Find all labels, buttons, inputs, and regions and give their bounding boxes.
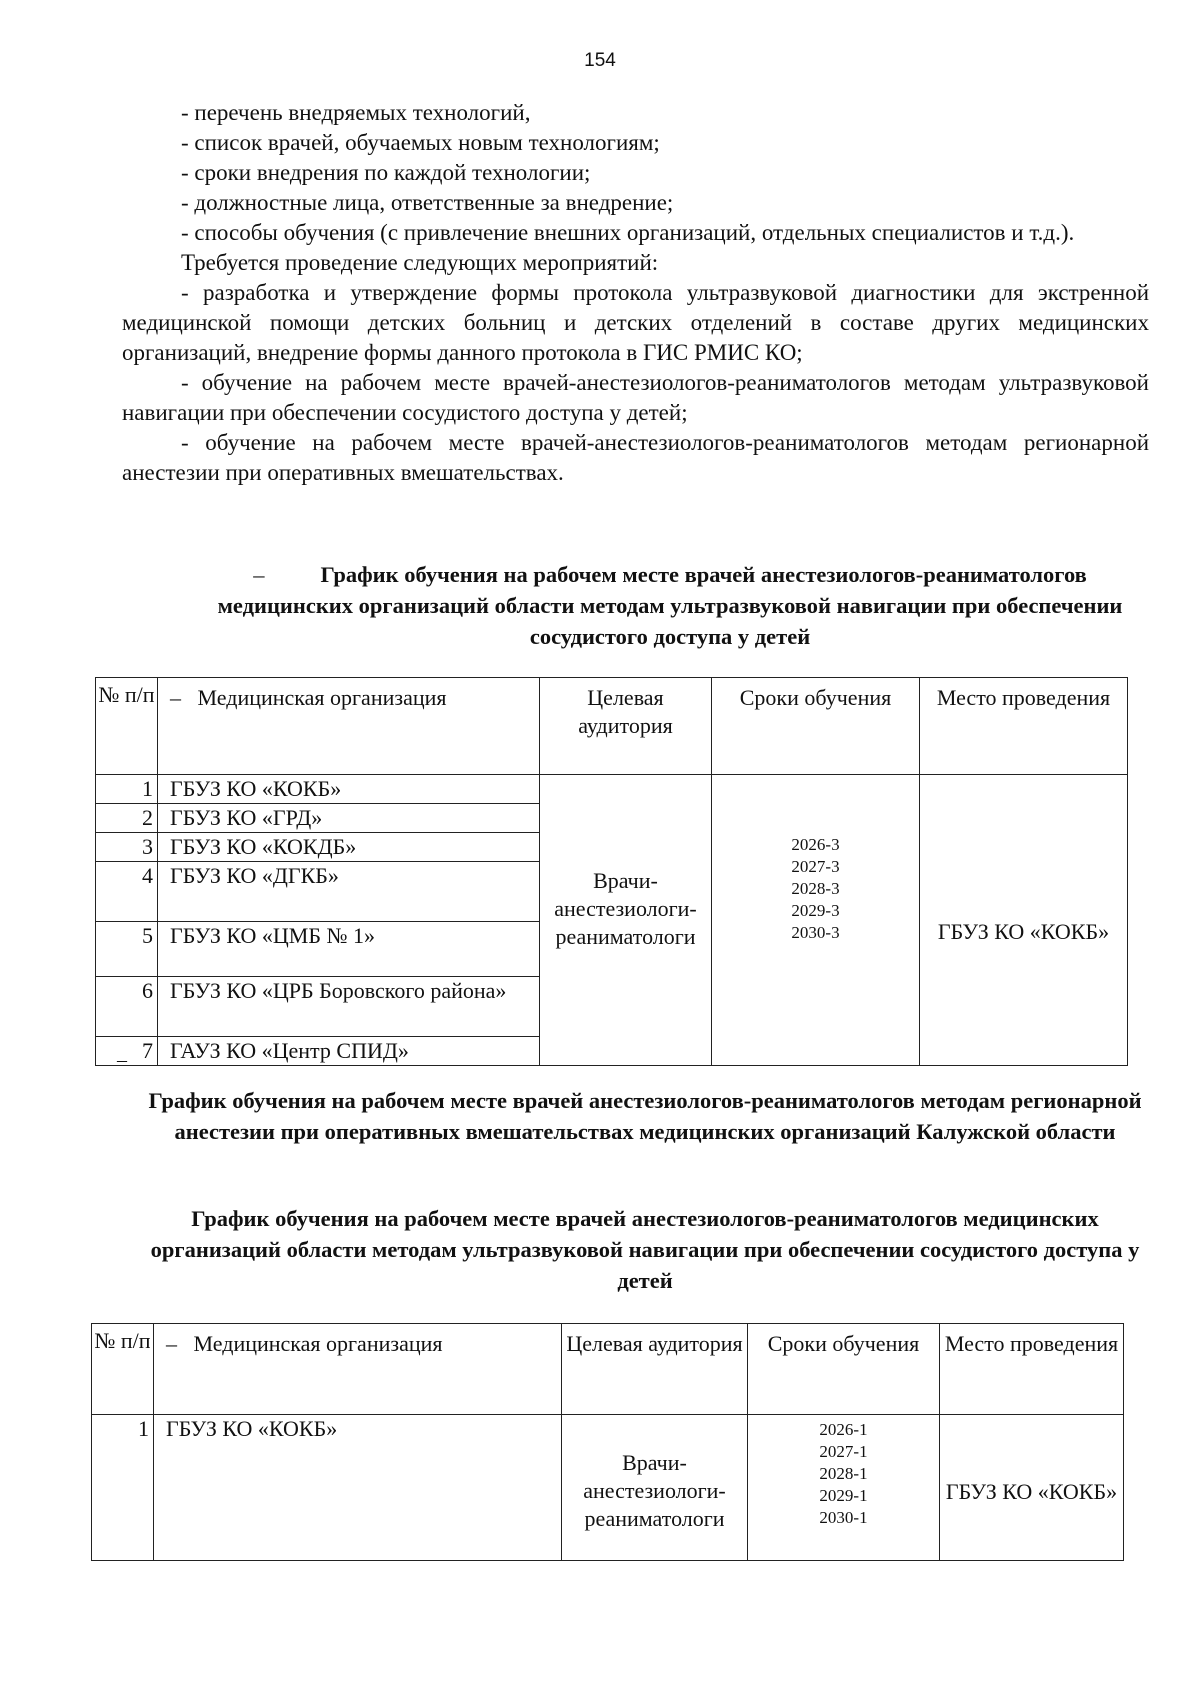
heading-dash: – <box>253 562 265 587</box>
col-header-org <box>158 678 540 775</box>
col-header-period: Сроки обучения <box>712 678 920 775</box>
training-period: 2030-1 <box>819 1508 868 1527</box>
section3-heading: График обучения на рабочем месте врачей анестезиологов-реаниматологов медицинских организаций области методам ультразвуковой навигации при обеспечении сосудистого доступа у детей <box>150 1206 1140 1293</box>
row-organization: ГБУЗ КО «КОКБ» <box>154 1415 562 1561</box>
training-place: ГБУЗ КО «КОКБ» <box>940 1415 1124 1561</box>
row-organization: ГБУЗ КО «КОКДБ» <box>158 833 540 862</box>
col-header-num: № п/п <box>96 678 158 775</box>
training-periods <box>748 1415 940 1561</box>
row-number: 6 <box>96 977 158 1037</box>
col-header-org-text: Медицинская организация <box>193 1331 443 1356</box>
section1-heading <box>195 559 1145 652</box>
col-header-period: Сроки обучения <box>748 1324 940 1415</box>
col-header-place: Место проведения <box>940 1324 1124 1415</box>
training-period: 2029-3 <box>791 901 840 920</box>
training-place: ГБУЗ КО «КОКБ» <box>920 775 1128 1066</box>
training-period: 2026-3 <box>791 835 840 854</box>
intro-bullet: - перечень внедряемых технологий, <box>181 100 531 125</box>
row-organization: ГАУЗ КО «Центр СПИД» <box>158 1037 540 1066</box>
training-period: 2029-1 <box>819 1486 868 1505</box>
page-number: 154 <box>584 50 616 71</box>
section1-heading-text: График обучения на рабочем месте врачей анестезиологов-реаниматологов медицинских организаций области методам ультразвуковой навигации при обеспечении сосудистого доступа у детей <box>217 562 1123 649</box>
training-period: 2027-1 <box>819 1442 868 1461</box>
col-header-org-text: Медицинская организация <box>197 685 447 710</box>
row-organization: ГБУЗ КО «ГРД» <box>158 804 540 833</box>
row-number: 2 <box>96 804 158 833</box>
measure-item: - обучение на рабочем месте врачей-анестезиологов-реаниматологов методам ультразвуковой навигации при обеспечении сосудистого доступа у детей; <box>122 370 1149 425</box>
stray-dash: – <box>117 1049 127 1071</box>
row-organization: ГБУЗ КО «ЦРБ Боровского района» <box>158 977 540 1037</box>
training-period: 2028-1 <box>819 1464 868 1483</box>
training-period: 2026-1 <box>819 1420 868 1439</box>
required-measures-title: Требуется проведение следующих мероприятий: <box>181 250 659 275</box>
training-table-1 <box>95 677 1128 1066</box>
row-number: 4 <box>96 862 158 922</box>
section2-heading: График обучения на рабочем месте врачей анестезиологов-реаниматологов методам регионарной анестезии при оперативных вмешательствах медицинских организаций Калужской области <box>148 1088 1142 1144</box>
header-dash: – <box>166 1331 177 1356</box>
row-organization: ГБУЗ КО «ЦМБ № 1» <box>158 922 540 977</box>
col-header-audience: Целевая аудитория <box>562 1324 748 1415</box>
row-organization: ГБУЗ КО «КОКБ» <box>158 775 540 804</box>
training-period: 2027-3 <box>791 857 840 876</box>
intro-bullet: - должностные лица, ответственные за внедрение; <box>181 190 674 215</box>
target-audience: Врачи-анестезиологи-реаниматологи <box>562 1415 748 1561</box>
body-text <box>122 98 1149 488</box>
intro-bullet: - способы обучения (с привлечение внешних организаций, отдельных специалистов и т.д.). <box>181 220 1075 245</box>
measure-item: - разработка и утверждение формы протокола ультразвуковой диагностики для экстренной медицинской помощи детских больниц и детских отделений в составе других медицинских организаций, внедрение формы данного протокола в ГИС РМИС КО; <box>122 280 1149 365</box>
col-header-audience: Целевая аудитория <box>540 678 712 775</box>
row-number: 5 <box>96 922 158 977</box>
training-period: 2028-3 <box>791 879 840 898</box>
training-table-2 <box>91 1323 1124 1561</box>
row-organization: ГБУЗ КО «ДГКБ» <box>158 862 540 922</box>
row-number: 7 <box>96 1037 158 1066</box>
intro-bullet: - список врачей, обучаемых новым технологиям; <box>181 130 660 155</box>
training-periods <box>712 775 920 1066</box>
training-period: 2030-3 <box>791 923 840 942</box>
row-number: 1 <box>92 1415 154 1561</box>
target-audience: Врачи-анестезиологи-реаниматологи <box>540 775 712 1066</box>
col-header-num: № п/п <box>92 1324 154 1415</box>
col-header-place: Место проведения <box>920 678 1128 775</box>
row-number: 1 <box>96 775 158 804</box>
measure-item: - обучение на рабочем месте врачей-анестезиологов-реаниматологов методам регионарной анестезии при оперативных вмешательствах. <box>122 430 1149 485</box>
col-header-org <box>154 1324 562 1415</box>
row-number: 3 <box>96 833 158 862</box>
intro-bullet: - сроки внедрения по каждой технологии; <box>181 160 591 185</box>
header-dash: – <box>170 685 181 710</box>
